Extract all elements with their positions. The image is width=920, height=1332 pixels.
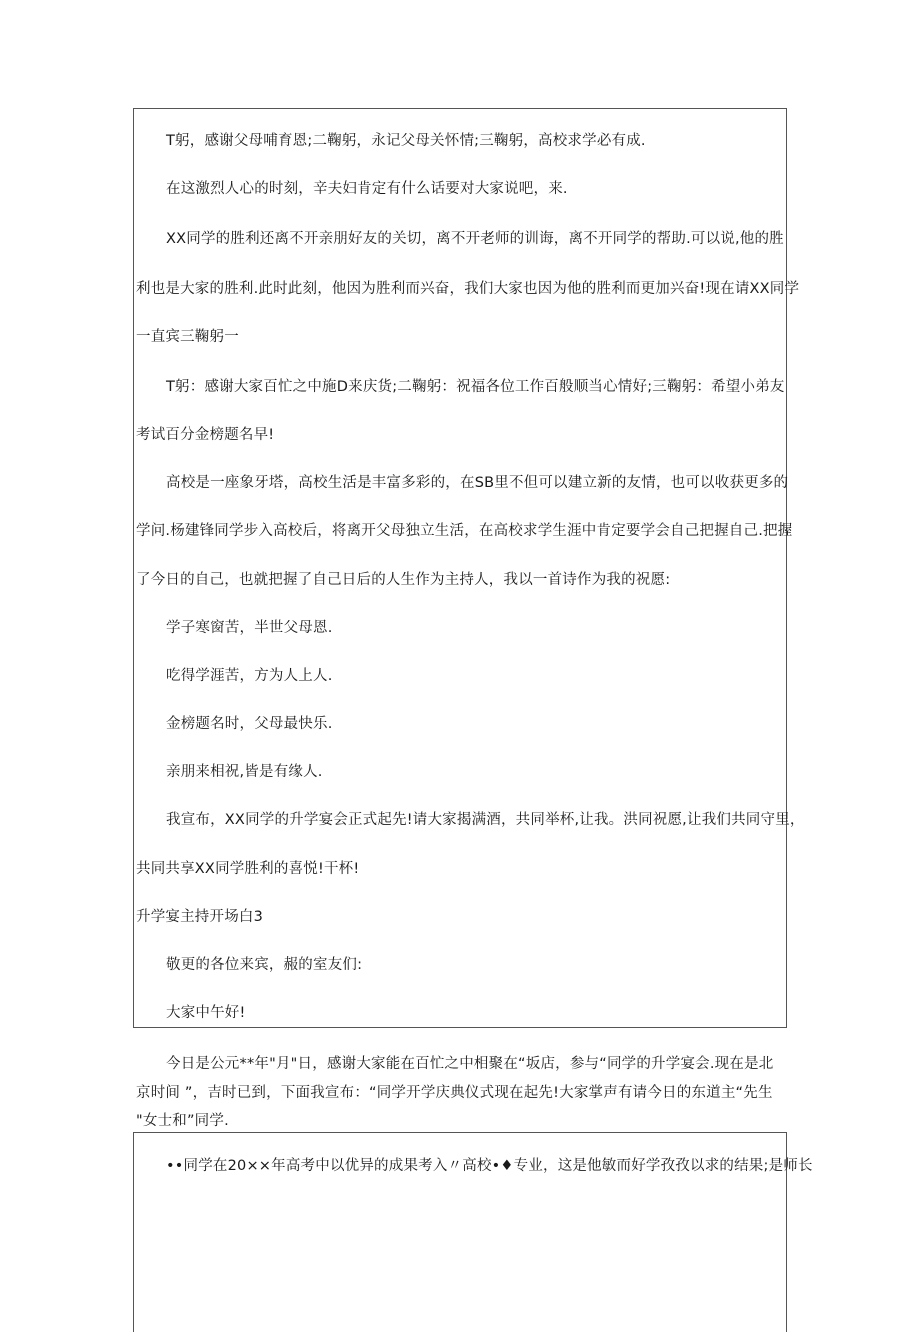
paragraph-line: XX同学的胜利还离不开亲朋好友的关切，离不开老师的训诲，离不开同学的帮助.可以说,他的胜 xyxy=(166,231,784,247)
paragraph-line: 高校是一座象牙塔，高校生活是丰富多彩的，在SB里不但可以建立新的友情，也可以收获更多的 xyxy=(166,475,789,491)
paragraph-line: 一直宾三鞠躬一 xyxy=(136,329,239,345)
paragraph-line: T躬，感谢父母哺育恩;二鞠躬，永记父母关怀情;三鞠躬，高校求学必有成. xyxy=(166,133,646,149)
poem-line: 学子寒窗苦，半世父母恩. xyxy=(166,620,333,636)
paragraph-line: 学问.杨建锋同学步入高校后，将离开父母独立生活，在高校求学生涯中肯定要学会自己把握自己.把握 xyxy=(136,523,793,539)
paragraph-line: "女士和”同学. xyxy=(136,1113,229,1129)
section-heading: 升学宴主持开场白3 xyxy=(136,909,264,925)
paragraph-line: 京时间 ”，吉时已到，下面我宣布：“同学开学庆典仪式现在起先!大家掌声有请今日的东道主“先生 xyxy=(136,1085,773,1101)
poem-line: 吃得学涯苦，方为人上人. xyxy=(166,668,333,684)
paragraph-line: T躬：感谢大家百忙之中施D来庆货;二鞠躬：祝福各位工作百般顺当心情好;三鞠躬：希望小弟友 xyxy=(166,379,785,395)
paragraph-line: 我宣布，XX同学的升学宴会正式起先!请大家揭满酒，共同举杯,让我。洪同祝愿,让我们共同守里， xyxy=(166,812,805,828)
paragraph-line: 共同共享XX同学胜利的喜悦!干杯! xyxy=(136,861,360,877)
paragraph-line: 利也是大家的胜利.此时此刻，他因为胜利而兴奋，我们大家也因为他的胜利而更加兴奋!现在请XX同学 xyxy=(136,281,800,297)
paragraph-line: 考试百分金榜题名早! xyxy=(136,427,275,443)
paragraph-line: 在这激烈人心的时刻，辛夫妇肯定有什么话要对大家说吧，来. xyxy=(166,181,568,197)
poem-line: 亲朋来相祝,皆是有缘人. xyxy=(166,764,323,780)
paragraph-line: ••同学在20××年高考中以优异的成果考入〃高校•♦专业，这是他敏而好学孜孜以求的结果;是师长 xyxy=(166,1158,813,1174)
paragraph-line: 大家中午好! xyxy=(166,1005,246,1021)
paragraph-line: 敬更的各位来宾，赧的室友们: xyxy=(166,957,363,973)
paragraph-line: 了今日的自己，也就把握了自己日后的人生作为主持人，我以一首诗作为我的祝愿: xyxy=(136,572,671,588)
poem-line: 金榜题名时，父母最快乐. xyxy=(166,716,333,732)
paragraph-line: 今日是公元**年"月"日，感谢大家能在百忙之中相聚在“坂店，参与“同学的升学宴会.现在是北 xyxy=(166,1056,774,1072)
